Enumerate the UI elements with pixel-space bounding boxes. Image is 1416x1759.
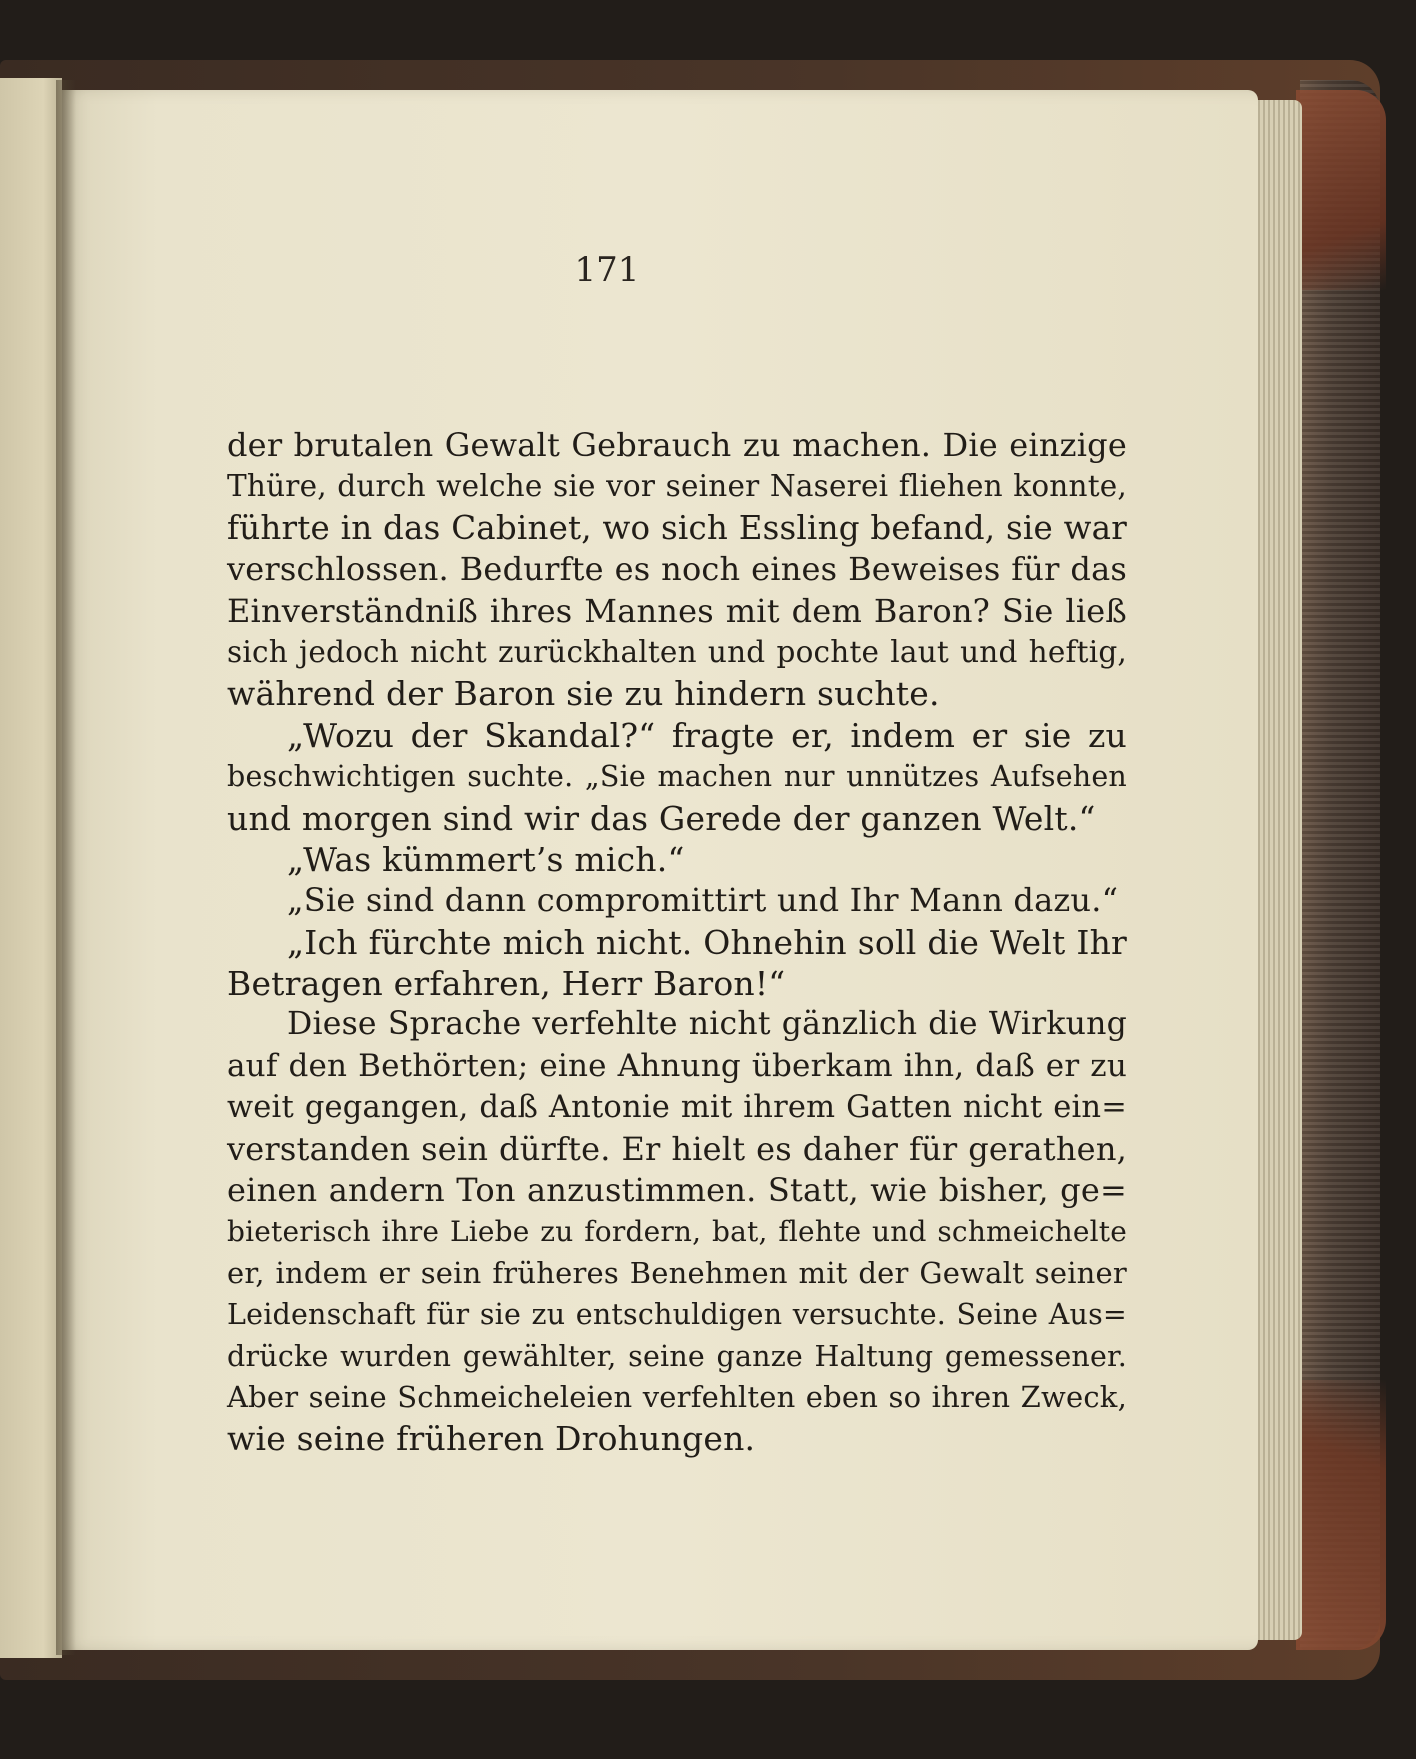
- text-line: weit gegangen, daß Antonie mit ihrem Gatten nicht ein=: [227, 1090, 1127, 1126]
- text-line: Diese Sprache verfehlte nicht gänzlich die Wirkung: [287, 1006, 1127, 1043]
- text-line: Leidenschaft für sie zu entschuldigen versuchte. Seine Aus=: [227, 1298, 1127, 1332]
- text-line: Aber seine Schmeicheleien verfehlten eben so ihren Zweck,: [227, 1379, 1127, 1414]
- text-line: er, indem er sein früheres Benehmen mit der Gewalt seiner: [227, 1255, 1127, 1290]
- text-line: drücke wurden gewählter, seine ganze Haltung gemessener.: [227, 1339, 1127, 1373]
- leather-corner-bottom: [1296, 1380, 1386, 1650]
- page-body-text: [227, 425, 1127, 1460]
- left-page-edge: [0, 78, 62, 1658]
- text-line: sich jedoch nicht zurückhalten und pochte laut und heftig,: [227, 634, 1127, 669]
- text-line: „Sie sind dann compromittirt und Ihr Mann dazu.“: [287, 881, 1119, 920]
- text-line: führte in das Cabinet, wo sich Essling befand, sie war: [227, 508, 1127, 547]
- text-line: der brutalen Gewalt Gebrauch zu machen. Die einzige: [227, 426, 1127, 464]
- page-gutter: [56, 80, 76, 1655]
- text-line: einen andern Ton anzustimmen. Statt, wie bisher, ge=: [227, 1171, 1127, 1210]
- text-line: Thüre, durch welche sie vor seiner Naserei fliehen konnte,: [227, 469, 1127, 504]
- text-line: Einverständniß ihres Mannes mit dem Baron? Sie ließ: [227, 591, 1127, 630]
- text-line: und morgen sind wir das Gerede der ganzen Welt.“: [227, 798, 1096, 838]
- text-line: Betragen erfahren, Herr Baron!“: [227, 964, 786, 1004]
- text-line: während der Baron sie zu hindern suchte.: [227, 674, 940, 714]
- text-line: wie seine früheren Drohungen.: [227, 1419, 756, 1459]
- text-line: auf den Bethörten; eine Ahnung überkam ihn, daß er zu: [227, 1047, 1127, 1084]
- page-number: 171: [574, 250, 640, 290]
- leather-corner-top: [1296, 90, 1386, 290]
- book-page: [62, 90, 1258, 1650]
- text-line: „Wozu der Skandal?“ fragte er, indem er sie zu: [287, 715, 1127, 755]
- text-line: „Was kümmert’s mich.“: [287, 839, 685, 879]
- text-line: beschwichtigen suchte. „Sie machen nur unnützes Aufsehen: [227, 760, 1127, 794]
- text-line: „Ich fürchte mich nicht. Ohnehin soll die Welt Ihr: [287, 922, 1127, 962]
- text-line: bieterisch ihre Liebe zu fordern, bat, flehte und schmeichelte: [227, 1215, 1127, 1249]
- text-line: verstanden sein dürfte. Er hielt es daher für gerathen,: [227, 1129, 1127, 1168]
- text-line: verschlossen. Bedurfte es noch eines Beweises für das: [227, 550, 1127, 589]
